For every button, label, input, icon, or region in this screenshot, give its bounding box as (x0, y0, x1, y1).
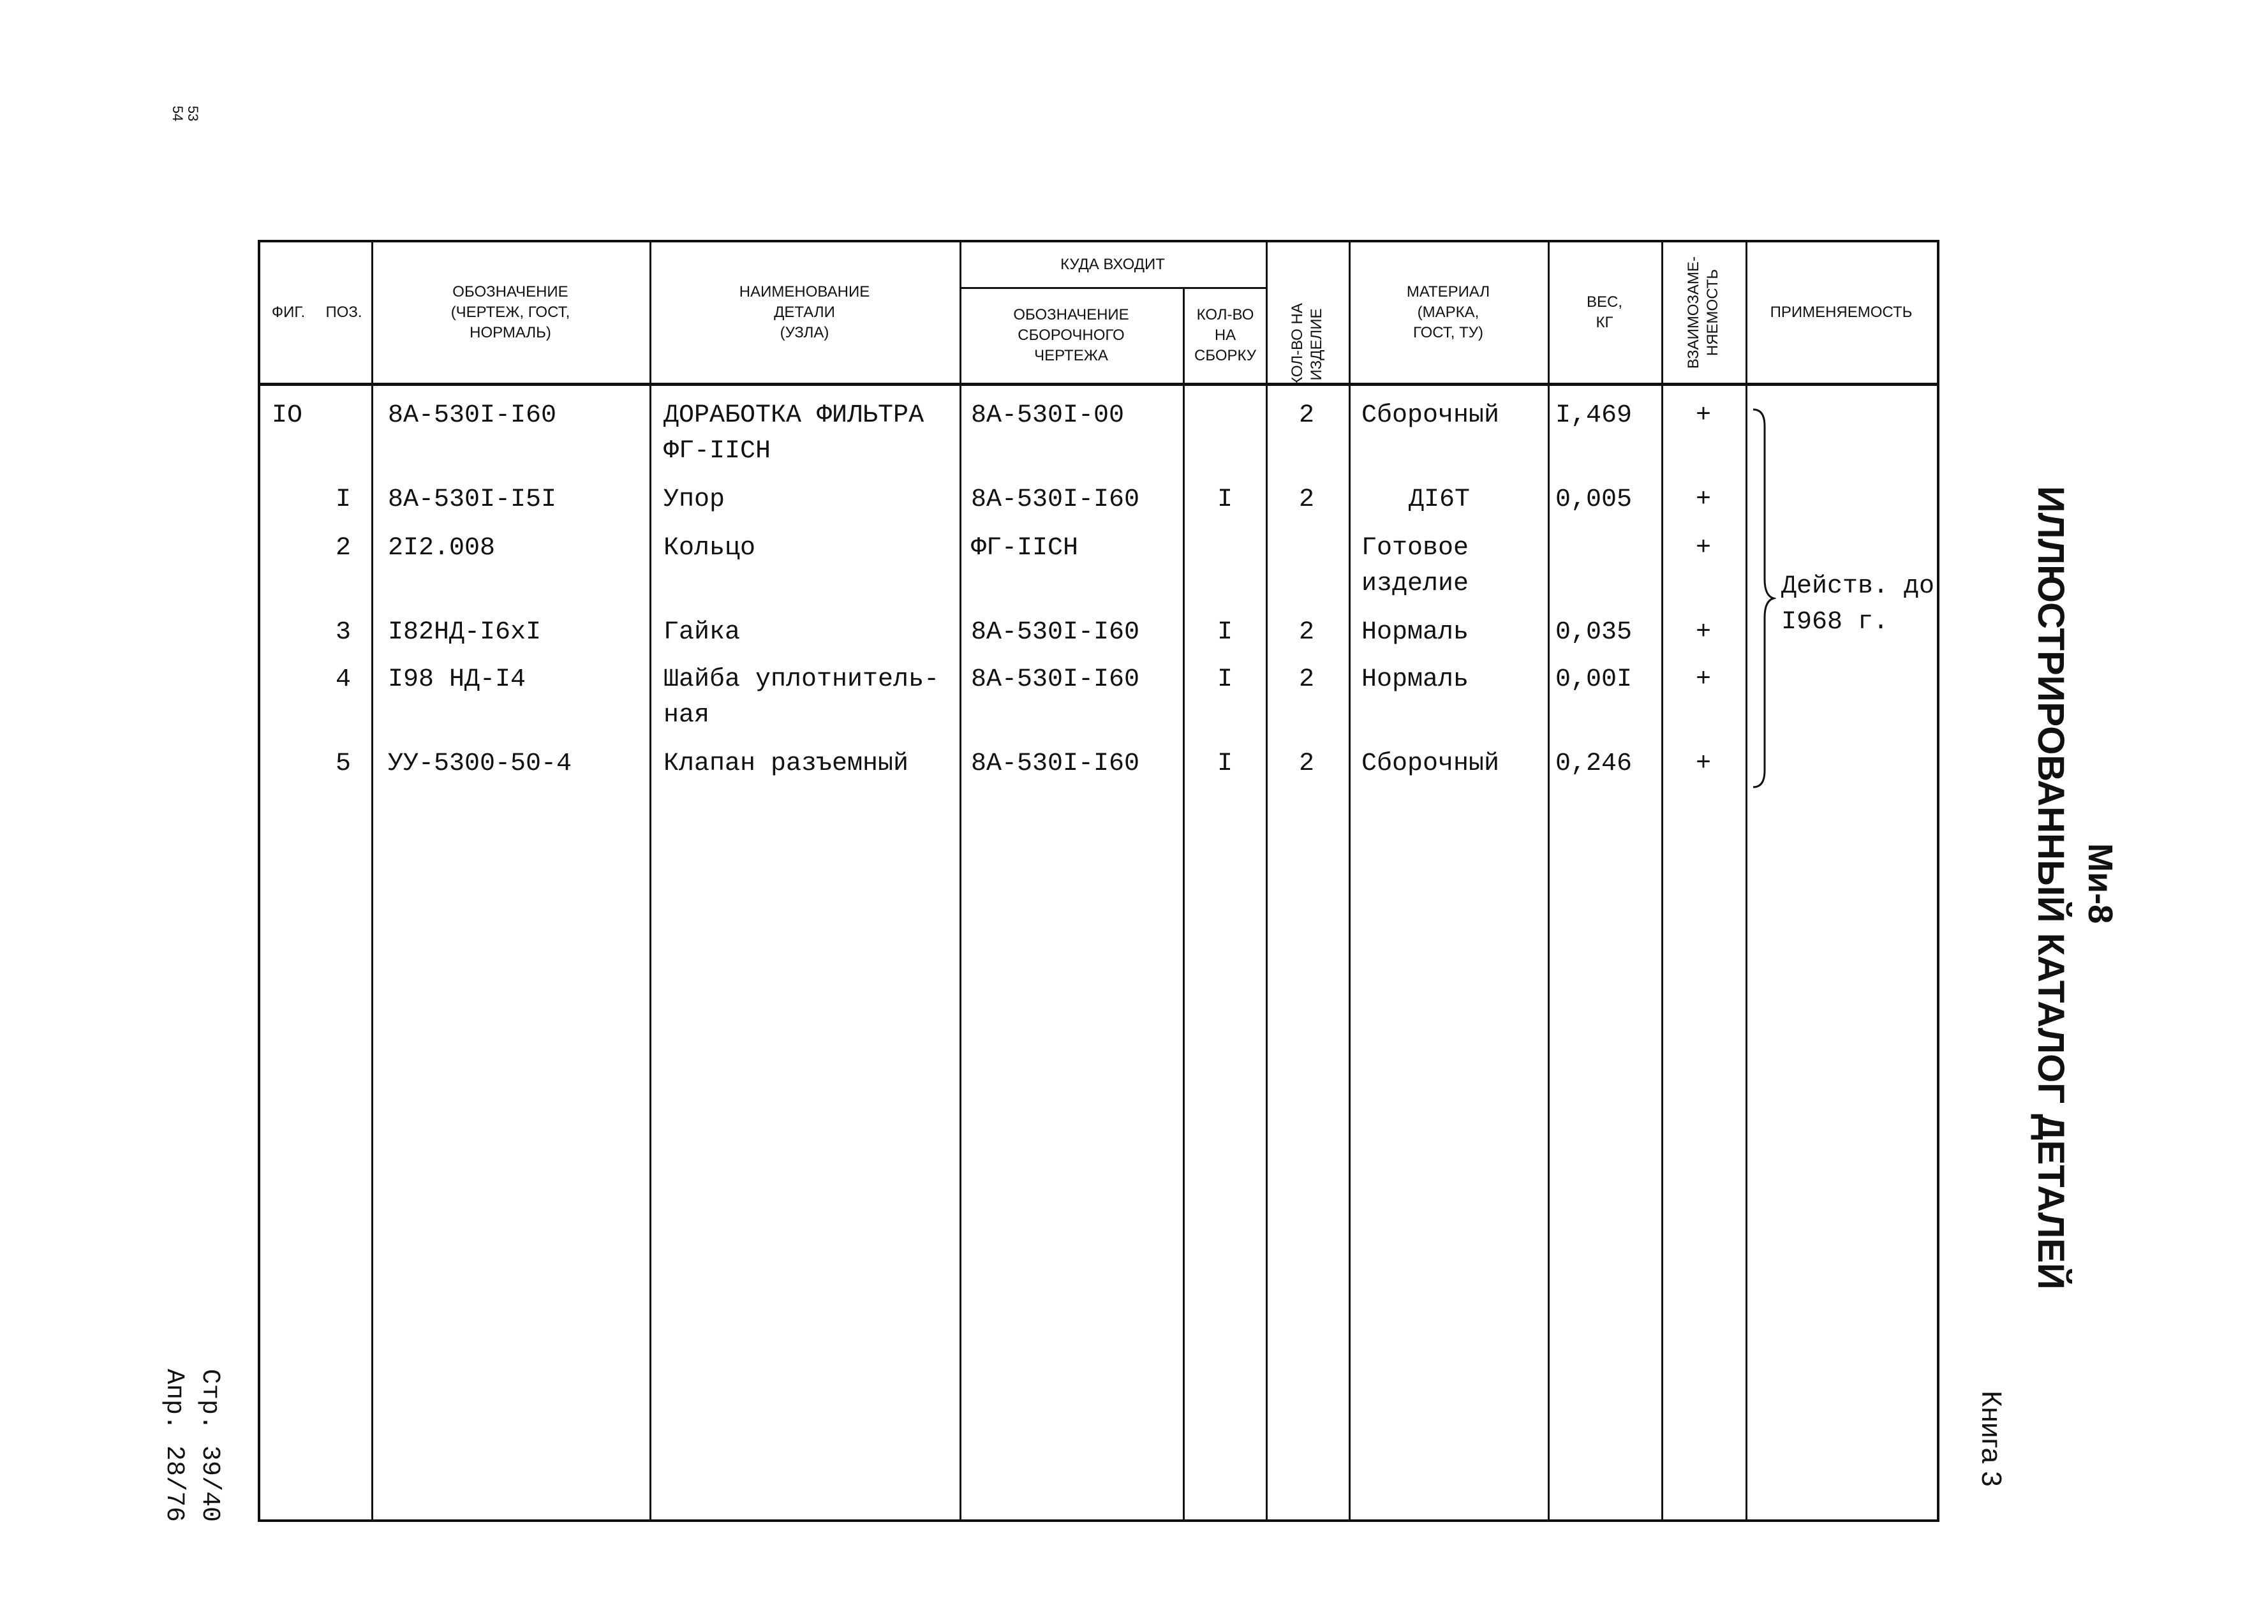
cell-weight: 0,00I (1555, 665, 1633, 694)
cell-designation: 8А-530I-I60 (388, 401, 557, 430)
cell-qty-product: 2 (1298, 749, 1314, 778)
cell-designation: 2I2.008 (388, 534, 496, 563)
cell-qty-assembly: I (1217, 665, 1233, 694)
cell-designation: 8А-530I-I5I (388, 485, 557, 514)
cell-material: ДI6Т (1409, 485, 1471, 514)
applicability-note: Действ. до I968 г. (1781, 572, 1935, 637)
cell-name: Клапан разъемный (663, 749, 909, 778)
cell-name: Гайка (663, 618, 741, 647)
col-divider (1349, 242, 1351, 1519)
cell-material: Готовое изделие (1361, 534, 1469, 598)
col-divider (1745, 242, 1747, 1519)
cell-assembly: 8А-530I-00 (971, 401, 1125, 430)
cell-interchange: + (1695, 401, 1711, 430)
cell-interchange: + (1695, 665, 1711, 694)
cell-interchange: + (1695, 485, 1711, 514)
col-divider (371, 242, 373, 1519)
cell-name: Упор (663, 485, 725, 514)
footer-page: Стр. 39/40 (195, 1369, 224, 1523)
cell-interchange: + (1695, 618, 1711, 647)
cell-assembly: 8А-530I-I60 (971, 665, 1140, 694)
cell-designation: I82НД-I6хI (388, 618, 542, 647)
col-divider (649, 242, 651, 1519)
catalog-title: ИЛЛЮСТРИРОВАННЫЙ КАТАЛОГ ДЕТАЛЕЙ (2030, 486, 2072, 1290)
col-divider (1266, 242, 1268, 1519)
header-qty-product: КОЛ-ВО НА ИЗДЕЛИЕ (1289, 303, 1325, 386)
cell-qty-assembly: I (1217, 749, 1233, 778)
cell-qty-assembly: I (1217, 618, 1233, 647)
cell-qty-product: 2 (1298, 665, 1314, 694)
cell-pos: I (335, 485, 351, 514)
cell-weight: 0,005 (1555, 485, 1633, 514)
cell-assembly: 8А-530I-I60 (971, 485, 1140, 514)
book-label: Книга 3 (1976, 1391, 2007, 1487)
col-divider (1548, 242, 1550, 1519)
col-divider (1661, 242, 1663, 1519)
header-pos: ПОЗ. (325, 304, 362, 321)
header-fig: ФИГ. (271, 304, 306, 321)
header-weight: ВЕС, КГ (1586, 293, 1622, 331)
cell-weight: I,469 (1555, 401, 1633, 430)
cell-assembly: 8А-530I-I60 (971, 749, 1140, 778)
header-interchangeability: ВЗАИМОЗАМЕ- НЯЕМОСТЬ (1685, 256, 1721, 369)
page-marker-bottom: 54 (170, 105, 186, 122)
cell-qty-assembly: I (1217, 485, 1233, 514)
header-name: НАИМЕНОВАНИЕ ДЕТАЛИ (УЗЛА) (739, 283, 870, 341)
cell-weight: 0,035 (1555, 618, 1633, 647)
cell-fig: IO (272, 401, 303, 430)
header-bottom-line (260, 383, 1937, 386)
col-divider (1183, 288, 1185, 1519)
cell-designation: УУ-5300-50-4 (388, 749, 572, 778)
cell-assembly: ФГ-IIСН (971, 534, 1079, 563)
cell-name: Кольцо (663, 534, 756, 563)
header-qty-assembly: КОЛ-ВО НА СБОРКУ (1194, 306, 1256, 364)
header-assembly-designation: ОБОЗНАЧЕНИЕ СБОРОЧНОГО ЧЕРТЕЖА (1013, 306, 1129, 364)
applicability-brace (1751, 407, 1776, 790)
cell-weight: 0,246 (1555, 749, 1633, 778)
cell-interchange: + (1695, 749, 1711, 778)
cell-qty-product: 2 (1298, 485, 1314, 514)
cell-qty-product: 2 (1298, 401, 1314, 430)
cell-material: Сборочный (1361, 749, 1500, 778)
page-marker (162, 88, 200, 139)
cell-designation: I98 НД-I4 (388, 665, 526, 694)
header-applicability: ПРИМЕНЯЕМОСТЬ (1770, 304, 1913, 321)
cell-pos: 4 (335, 665, 351, 694)
header-material: МАТЕРИАЛ (МАРКА, ГОСТ, ТУ) (1406, 283, 1490, 341)
cell-assembly: 8А-530I-I60 (971, 618, 1140, 647)
cell-material: Сборочный (1361, 401, 1500, 430)
cell-pos: 3 (335, 618, 351, 647)
cell-name: Шайба уплотнитель- ная (663, 665, 940, 730)
cell-name: ДОРАБОТКА ФИЛЬТРА ФГ-IIСН (663, 401, 924, 466)
cell-pos: 2 (335, 534, 351, 563)
footer-date: Апр. 28/76 (159, 1369, 188, 1523)
cell-pos: 5 (335, 749, 351, 778)
col-divider (960, 242, 961, 1519)
cell-qty-product: 2 (1298, 618, 1314, 647)
header-designation: ОБОЗНАЧЕНИЕ (ЧЕРТЕЖ, ГОСТ, НОРМАЛЬ) (450, 283, 570, 341)
cell-material: Нормаль (1361, 618, 1469, 647)
cell-interchange: + (1695, 534, 1711, 563)
page-marker-top: 53 (185, 105, 201, 122)
catalog-table (258, 240, 1939, 1522)
aircraft-model: Ми-8 (2081, 843, 2119, 924)
cell-material: Нормаль (1361, 665, 1469, 694)
header-where-used: КУДА ВХОДИТ (1060, 256, 1165, 273)
